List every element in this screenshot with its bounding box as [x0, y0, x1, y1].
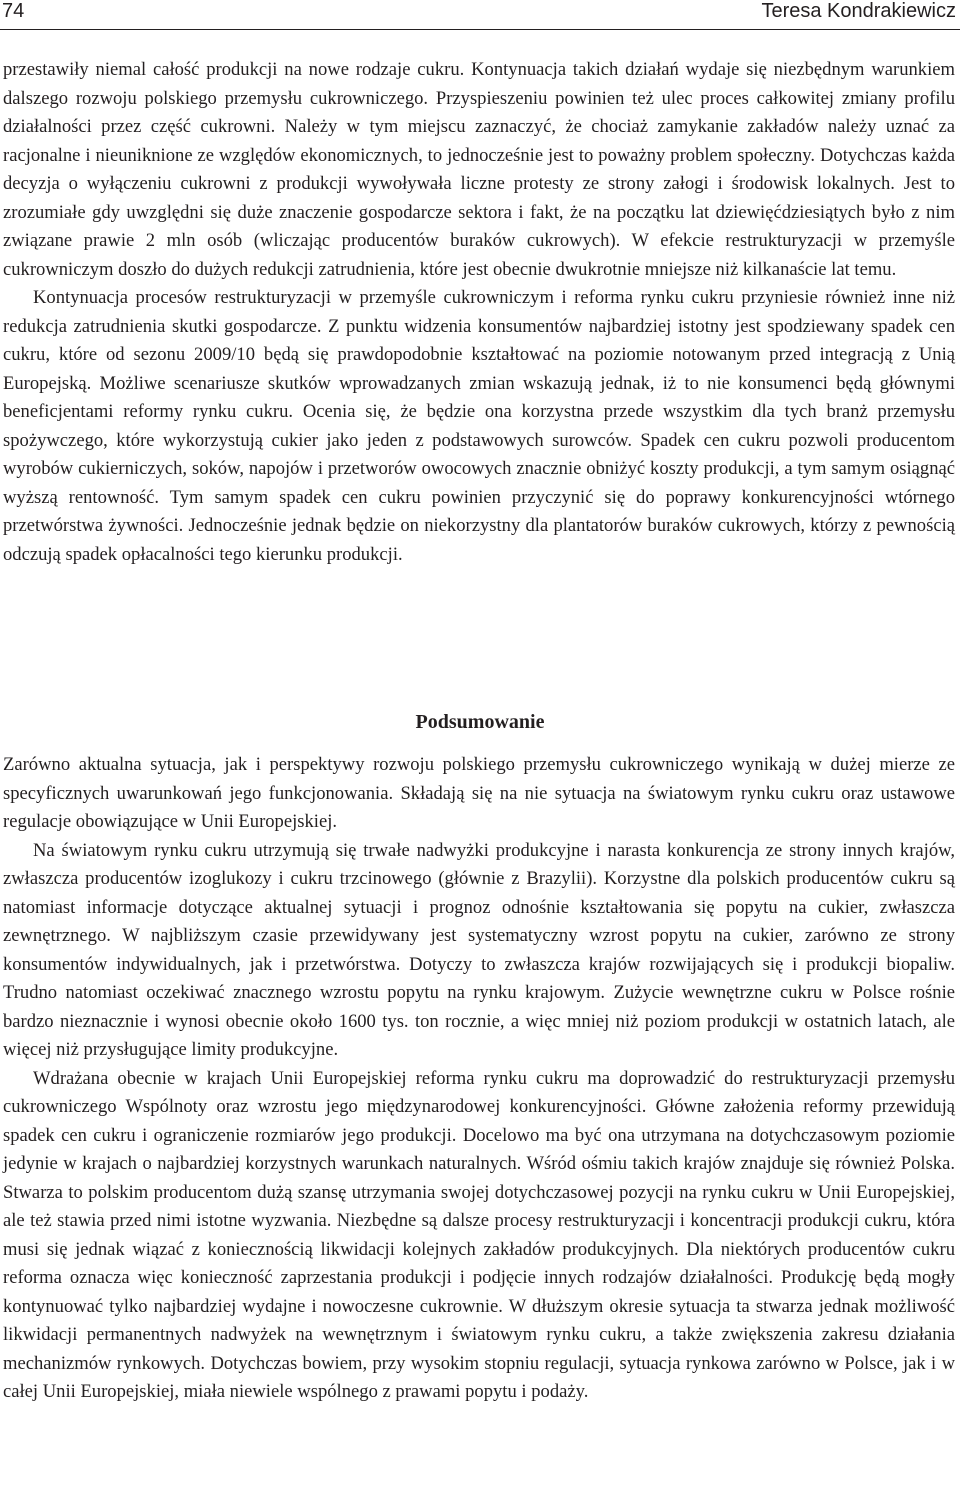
section-heading: Podsumowanie	[415, 711, 545, 733]
running-header-author: Teresa Kondrakiewicz	[761, 0, 956, 22]
summary-text	[3, 751, 955, 1407]
page-header	[0, 0, 960, 30]
paragraph: przestawiły niemal całość produkcji na nowe rodzaje cukru. Kontynuacja takich działań wydaje się niezbędnym warunkiem dalszego rozwoju polskiego przemysłu cukrowniczego. Przyspieszeniu powinien też ulec proces całkowitej zmiany profilu działalności przez część cukrowni. Należy w tym miejscu zaznaczyć, że chociaż zamykanie zakładów należy uznać za racjonalne i nieuniknione ze względów ekonomicznych, to jednocześnie jest to poważny problem społeczny. Dotychczas każda decyzja o wyłączeniu cukrowni z produkcji wywoływała liczne protesty ze strony załogi i środowisk lokalnych. Jest to zrozumiałe gdy uwzględni się duże znaczenie gospodarcze sektora i fakt, że na początku lat dziewięćdziesiątych było z nim związane prawie 2 mln osób (wliczając producentów buraków cukrowych). W efekcie restrukturyzacji w przemyśle cukrowniczym doszło do dużych redukcji zatrudnienia, które jest obecnie dwukrotnie mniejsze niż kilkanaście lat temu.	[3, 59, 955, 280]
header-rule	[0, 29, 960, 30]
paragraph: Wdrażana obecnie w krajach Unii Europejskiej reforma rynku cukru ma doprowadzić do restrukturyzacji przemysłu cukrowniczego Wspólnoty oraz wzrostu jego międzynarodowej konkurencyjności. Główne założenia reformy przewidują spadek cen cukru i ograniczenie rozmiarów jego produkcji. Docelowo ma być ona utrzymana na dotychczasowym poziomie jedynie w krajach o najbardziej korzystnych warunkach naturalnych. Wśród ośmiu takich krajów znajduje się również Polska. Stwarza to polskim producentom dużą szansę utrzymania swojej dotychczasowej pozycji na rynku cukru w Unii Europejskiej, ale też stawia przed nimi istotne wyzwania. Niezbędne są dalsze procesy restrukturyzacji i koncentracji produkcji cukru, która musi się jednak wiązać z koniecznością likwidacji kolejnych zakładów produkcyjnych. Dla niektórych producentów cukru reforma oznacza więc konieczność zaprzestania produkcji i podjęcie innych rodzajów działalności. Produkcję będą mogły kontynuować tylko najbardziej wydajne i nowoczesne cukrownie. W dłuższym okresie sytuacja ta stwarza jednak możliwość likwidacji permanentnych nadwyżek na wewnętrznym i światowym rynku cukru, a także zwiększenia zakresu działania mechanizmów rynkowych. Dotychczas bowiem, przy wysokim stopniu regulacji, sytuacja rynkowa zarówno w Polsce, jak i w całej Unii Europejskiej, miała niewiele wspólnego z prawami popytu i podaży.	[3, 1067, 955, 1402]
paragraph: Na światowym rynku cukru utrzymują się trwałe nadwyżki produkcyjne i narasta konkurencja ze strony innych krajów, zwłaszcza producentów izoglukozy i cukru trzcinowego (głównie z Brazylii). Korzystne dla polskich producentów cukru są natomiast informacje dotyczące aktualnej sytuacji i prognoz odnośnie kształtowania się popytu na cukier, zwłaszcza zewnętrznego. W najbliższym czasie przewidywany jest systematyczny wzrost popytu na cukier, zarówno ze strony konsumentów indywidualnych, jak i przetwórstwa. Dotyczy to zwłaszcza krajów rozwijających się i produkcji biopaliw. Trudno natomiast oczekiwać znacznego wzrostu popytu na rynku krajowym. Zużycie wewnętrzne cukru w Polsce rośnie bardzo nieznacznie i wynosi obecnie około 1600 tys. ton rocznie, a więc mniej niż poziom produkcji w ostatnich latach, ale więcej niż przysługujące limity produkcyjne.	[3, 839, 955, 1060]
body-text-continued	[3, 56, 955, 569]
page-number: 74	[2, 0, 25, 22]
paragraph: Zarówno aktualna sytuacja, jak i perspektywy rozwoju polskiego przemysłu cukrowniczego wynikają w dużej mierze ze specyficznych uwarunkowań jego funkcjonowania. Składają się na nie sytuacja na światowym rynku cukru oraz ustawowe regulacje obowiązujące w Unii Europejskiej.	[3, 754, 955, 832]
paragraph: Kontynuacja procesów restrukturyzacji w przemyśle cukrowniczym i reforma rynku cukru przyniesie również inne niż redukcja zatrudnienia skutki gospodarcze. Z punktu widzenia konsumentów najbardziej istotny jest spodziewany spadek cen cukru, które od sezonu 2009/10 będą się prawdopodobnie kształtować na poziomie notowanym przed integracją z Unią Europejską. Możliwe scenariusze skutków wprowadzanych zmian wskazują jednak, iż to nie konsumenci będą głównymi beneficjentami reformy rynku cukru. Ocenia się, że będzie ona korzystna przede wszystkim dla tych branż przemysłu spożywczego, które wykorzystują cukier jako jeden z podstawowych surowców. Spadek cen cukru pozwoli producentom wyrobów cukierniczych, soków, napojów i przetworów owocowych znacznie obniżyć koszty produkcji, a tym samym osiągnąć wyższą rentowność. Tym samym spadek cen cukru powinien przyczynić się do poprawy konkurencyjności wtórnego przetwórstwa żywności. Jednocześnie jednak będzie on niekorzystny dla plantatorów buraków cukrowych, którzy z pewnością odczują spadek opłacalności tego kierunku produkcji.	[3, 287, 955, 565]
